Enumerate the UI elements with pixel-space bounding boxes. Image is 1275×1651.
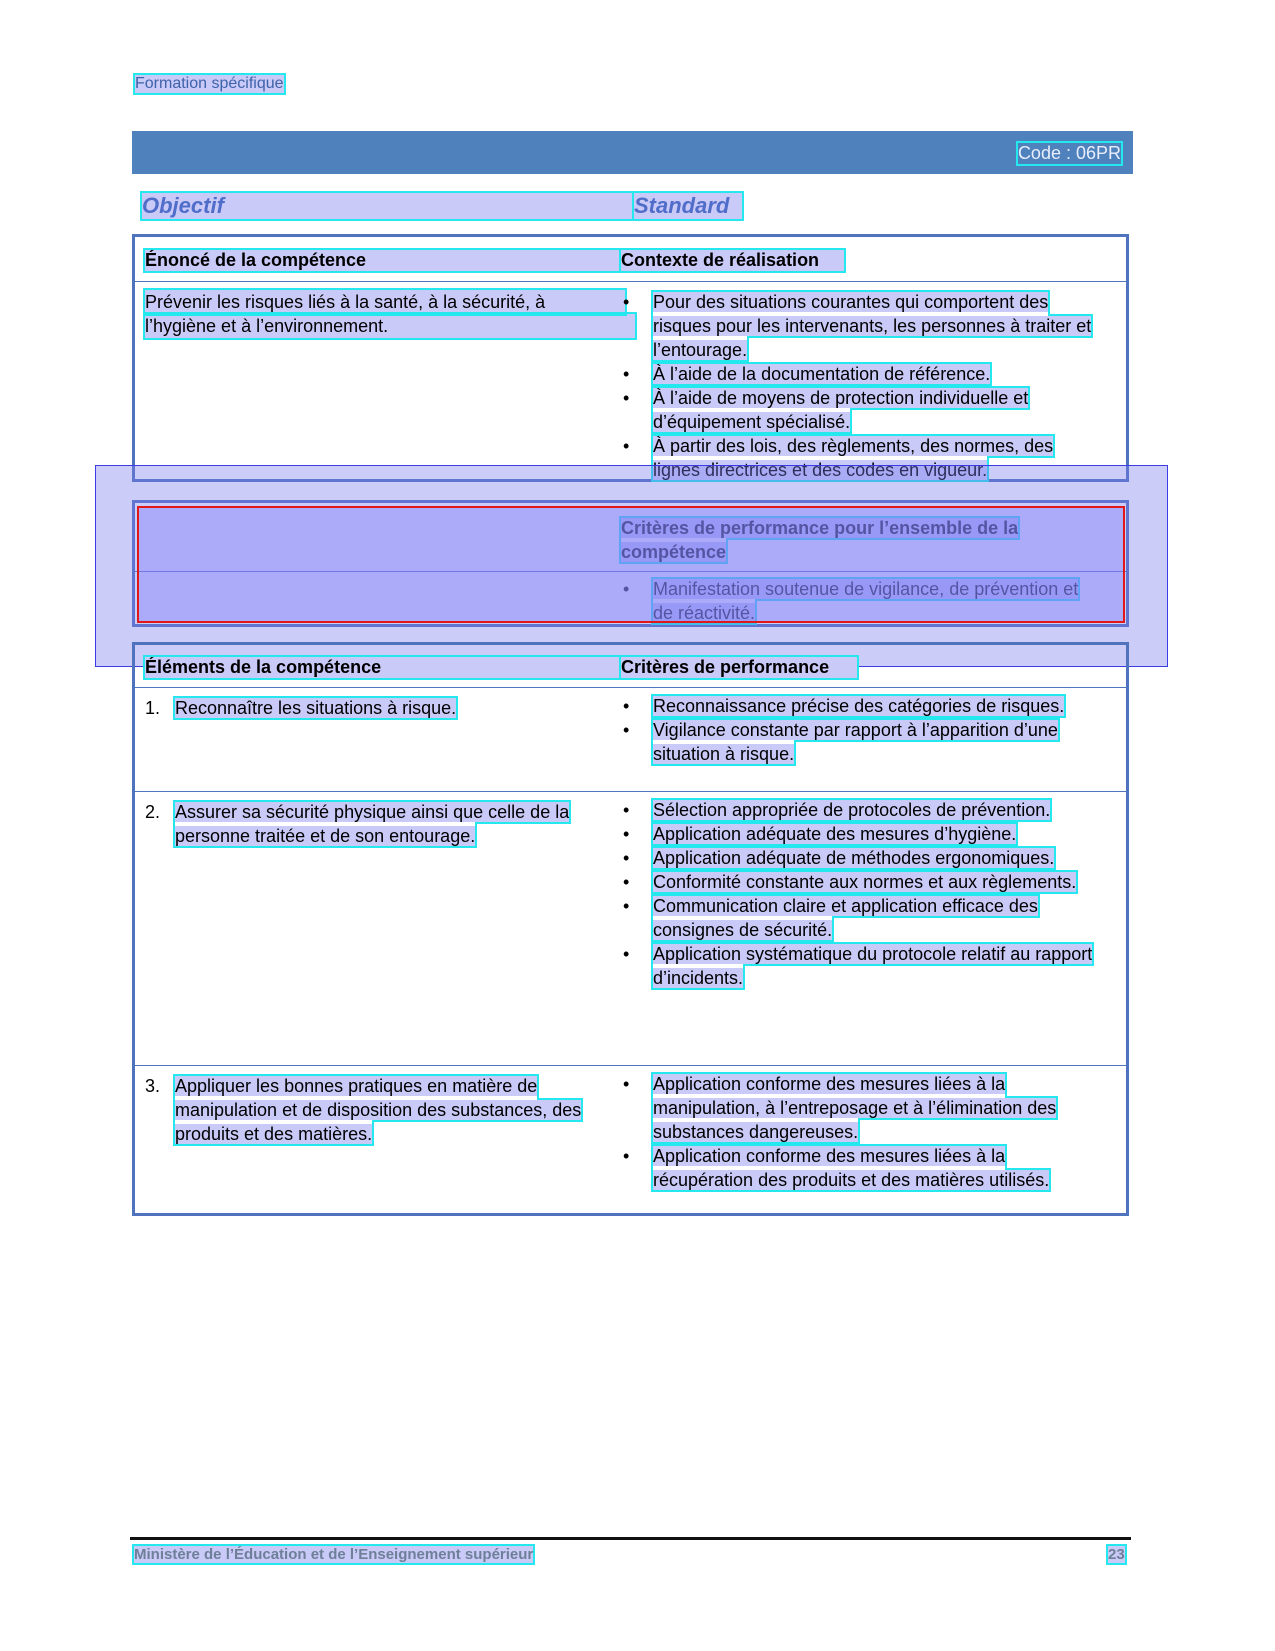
element-number: 2. — [145, 802, 161, 822]
competence-statement-line: Prévenir les risques liés à la santé, à la sécurité, à — [145, 290, 625, 314]
criterion-item: • Application adéquate de méthodes ergonomiques. — [621, 846, 1096, 870]
criterion-item: • Communication claire et application efficace des consignes de sécurité. — [621, 894, 1096, 942]
statement-heading: Énoncé de la compétence — [145, 250, 625, 271]
overall-heading: Critères de performance pour l’ensemble de la compétence — [621, 518, 1019, 562]
element-item — [145, 1074, 635, 1146]
context-list — [621, 290, 1096, 482]
elements-header-row — [135, 645, 1126, 687]
context-heading: Contexte de réalisation — [621, 250, 844, 271]
element-row — [135, 687, 1126, 792]
criterion-item: • Application conforme des mesures liées à la récupération des produits et des matières utilisés. — [621, 1144, 1096, 1192]
element-text: Assurer sa sécurité physique ainsi que celle de la personne traitée et de son entourage. — [175, 802, 570, 846]
element-text: Appliquer les bonnes pratiques en matière de manipulation et de disposition des substances, des produits et des matières. — [175, 1076, 582, 1144]
footer-rule — [130, 1537, 1131, 1540]
criterion-item: • Vigilance constante par rapport à l’apparition d’une situation à risque. — [621, 718, 1096, 766]
criterion-item: • Application conforme des mesures liées à la manipulation, à l’entreposage et à l’élimination des substances dangereuses. — [621, 1072, 1096, 1144]
element-text: Reconnaître les situations à risque. — [175, 698, 457, 718]
element-number: 3. — [145, 1076, 161, 1096]
code-bar — [132, 131, 1133, 174]
criterion-item: • Sélection appropriée de protocoles de prévention. — [621, 798, 1096, 822]
criterion-item: • Reconnaissance précise des catégories de risques. — [621, 694, 1096, 718]
footer-ministry: Ministère de l’Éducation et de l’Enseignement supérieur — [134, 1546, 534, 1563]
objective-title: Objectif — [142, 193, 637, 219]
criterion-item: • Conformité constante aux normes et aux règlements. — [621, 870, 1096, 894]
context-item: • À partir des lois, des règlements, des normes, des lignes directrices et des codes en vigueur. — [621, 434, 1096, 482]
element-row — [135, 791, 1126, 1066]
element-item — [145, 696, 635, 720]
context-item: • À l’aide de la documentation de référence. — [621, 362, 1096, 386]
elements-heading: Éléments de la compétence — [145, 657, 625, 678]
element-number: 1. — [145, 698, 161, 718]
element-item — [145, 800, 635, 848]
element-row — [135, 1065, 1126, 1216]
standard-title: Standard — [634, 193, 742, 219]
criteria-list — [621, 694, 1096, 766]
criteria-heading: Critères de performance — [621, 657, 857, 678]
competence-statement — [145, 290, 625, 338]
criterion-item: • Application adéquate des mesures d’hygiène. — [621, 822, 1096, 846]
criteria-list — [621, 798, 1096, 990]
page-number: 23 — [1108, 1546, 1125, 1563]
competence-table — [132, 234, 1129, 482]
elements-table — [132, 642, 1129, 1216]
competence-body-row — [135, 281, 1126, 480]
criterion-item: • Application systématique du protocole relatif au rapport d’incidents. — [621, 942, 1096, 990]
context-item: • Pour des situations courantes qui comportent des risques pour les intervenants, les personnes à traiter et l’entourage. — [621, 290, 1096, 362]
criteria-list — [621, 1072, 1096, 1192]
overall-criterion: • Manifestation soutenue de vigilance, de prévention et de réactivité. — [621, 577, 1096, 625]
competence-header-row — [135, 237, 1126, 281]
highlight-box — [137, 506, 1125, 623]
code-label: Code : 06PR — [1017, 143, 1121, 163]
context-item: • À l’aide de moyens de protection individuelle et d’équipement spécialisé. — [621, 386, 1096, 434]
competence-statement-line: l’hygiène et à l’environnement. — [145, 314, 635, 338]
running-header: Formation spécifique — [135, 75, 284, 92]
